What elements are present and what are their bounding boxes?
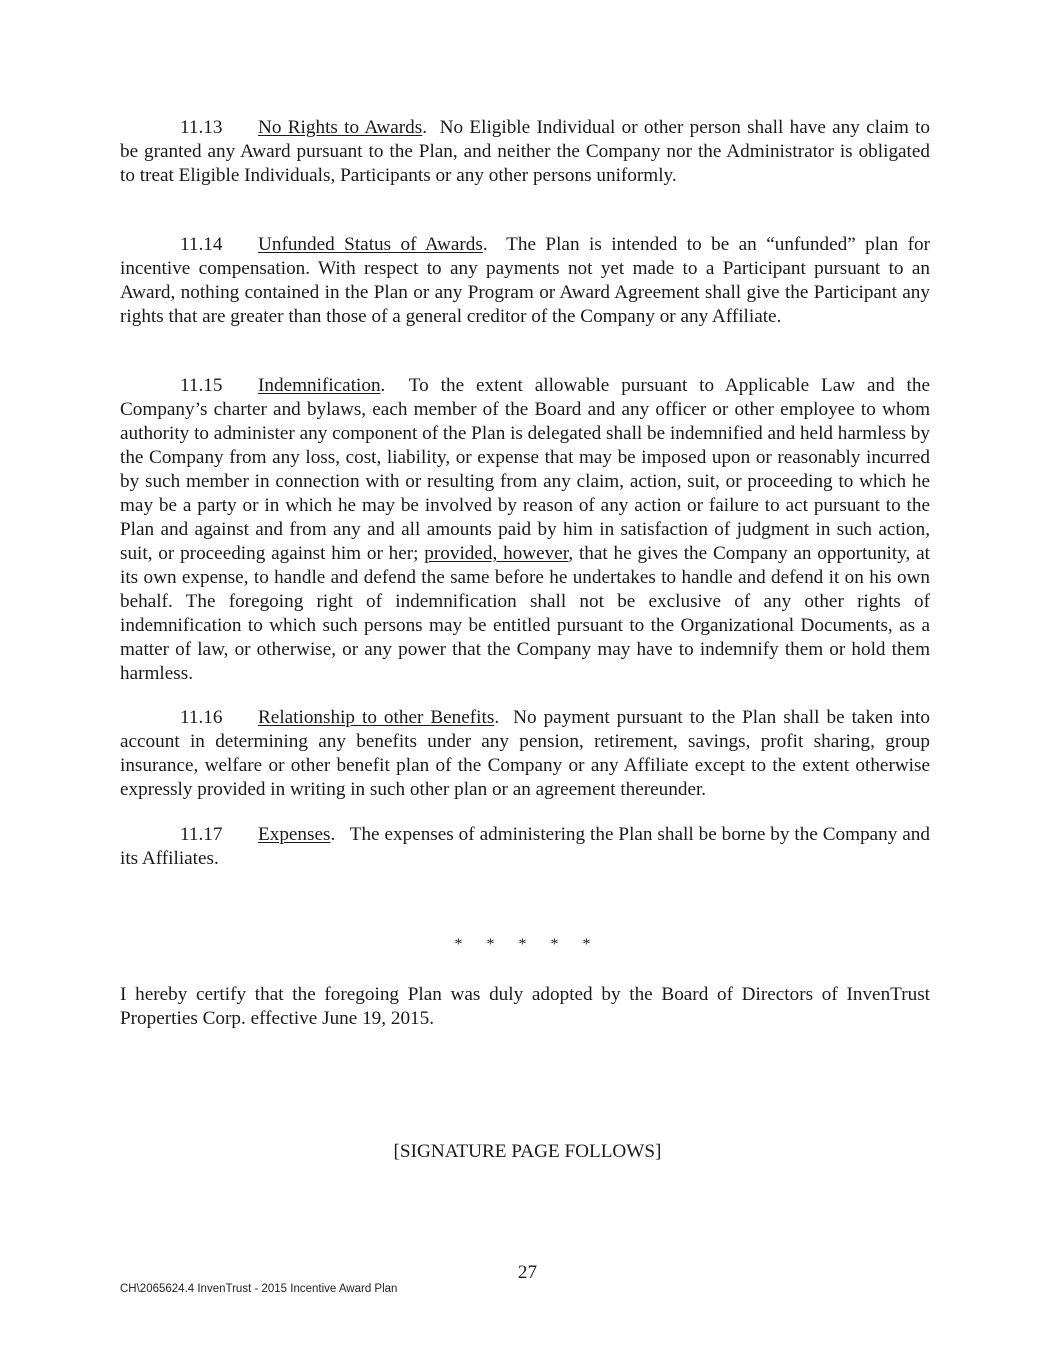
section-body: No payment pursuant to the Plan shall be taken into account in determining any benefits under any pension, retirement, savings, profit sharing, group insurance, welfare or other benefit plan of the Company or any Affiliate except to the extent otherwise expressly provided in writing in such other plan or an agreement thereunder.: [120, 707, 931, 800]
section-heading: No Rights to Awards: [258, 117, 423, 138]
section-11-15: 11.15 Indemnification. To the extent allowable pursuant to Applicable Law and the Company’s charter and bylaws, each member of the Board and any officer or other employee to whom authority to administer any component of the Plan is delegated shall be indemnified and held harmless by the Company from any loss, cost, liability, or expense that may be imposed upon or reasonably incurred by such member in connection with or resulting from any claim, action, suit, or proceeding to which he may be a party or in which he may be involved by reason of any action or failure to act pursuant to the Plan and against and from any and all amounts paid by him in satisfaction of judgment in such action, suit, or proceeding against him or her; provided, however, that he gives the Company an opportunity, at its own expense, to handle and defend the same before he undertakes to handle and defend it on his own behalf. The foregoing right of indemnification shall not be exclusive of any other rights of indemnification to which such persons may be entitled pursuant to the Organizational Documents, as a matter of law, or otherwise, or any power that the Company may have to indemnify them or hold them harmless.: [120, 375, 931, 684]
section-heading: Relationship to other Benefits: [258, 707, 495, 728]
footer-document-id: CH\2065624.4 InvenTrust - 2015 Incentive Award Plan: [120, 1283, 398, 1295]
section-heading: Expenses: [258, 824, 331, 845]
section-body: The Plan is intended to be an “unfunded” plan for incentive compensation. With respect to any payments not yet made to a Participant pursuant to an Award, nothing contained in the Plan or any Program or Award Agreement shall give the Participant any rights that are greater than those of a general creditor of the Company or any Affiliate.: [120, 234, 930, 327]
section-11-17: 11.17 Expenses. The expenses of administering the Plan shall be borne by the Company and its Affiliates.: [120, 824, 930, 869]
section-body-after: , that he gives the Company an opportunity, at its own expense, to handle and defend the same before he undertakes to handle and defend it on his own behalf. The foregoing right of indemnification shall not be exclusive of any other rights of indemnification to which such persons may be entitled pursuant to the Organizational Documents, as a matter of law, or otherwise, or any power that the Company may have to indemnify them or hold them harmless.: [120, 543, 930, 684]
section-body: The expenses of administering the Plan shall be borne by the Company and its Affiliates.: [120, 824, 930, 869]
signature-notice: [SIGNATURE PAGE FOLLOWS]: [393, 1141, 662, 1162]
section-body-underlined: provided, however: [424, 543, 569, 564]
section-number: 11.14: [180, 234, 223, 255]
section-number: 11.15: [180, 375, 223, 396]
page-number: 27: [517, 1262, 538, 1283]
certification-statement: I hereby certify that the foregoing Plan was duly adopted by the Board of Directors of InvenTrust Properties Corp. effective June 19, 2015.: [120, 984, 930, 1029]
section-number: 11.16: [180, 707, 223, 728]
section-body: No Eligible Individual or other person shall have any claim to be granted any Award pursuant to the Plan, and neither the Company nor the Administrator is obligated to treat Eligible Individuals, Participants or any other persons uniformly.: [120, 117, 930, 186]
section-heading: Unfunded Status of Awards: [258, 234, 483, 255]
section-number: 11.17: [180, 824, 223, 845]
section-heading: Indemnification: [258, 375, 381, 396]
section-11-16: 11.16 Relationship to other Benefits. No payment pursuant to the Plan shall be taken into account in determining any benefits under any pension, retirement, savings, profit sharing, group insurance, welfare or other benefit plan of the Company or any Affiliate except to the extent otherwise expressly provided in writing in such other plan or an agreement thereunder.: [120, 707, 931, 800]
section-separator: * * * * *: [454, 936, 601, 953]
section-body-before: To the extent allowable pursuant to Applicable Law and the Company’s charter and bylaws, each member of the Board and any officer or other employee to whom authority to administer any component of the Plan is delegated shall be indemnified and held harmless by the Company from any loss, cost, liability, or expense that may be imposed upon or reasonably incurred by such member in connection with or resulting from any claim, action, suit, or proceeding to which he may be a party or in which he may be involved by reason of any action or failure to act pursuant to the Plan and against and from any and all amounts paid by him in satisfaction of judgment in such action, suit, or proceeding against him or her;: [120, 375, 931, 564]
section-number: 11.13: [180, 117, 223, 138]
section-11-13: 11.13 No Rights to Awards. No Eligible Individual or other person shall have any claim to be granted any Award pursuant to the Plan, and neither the Company nor the Administrator is obligated to treat Eligible Individuals, Participants or any other persons uniformly.: [120, 117, 930, 186]
section-11-14: 11.14 Unfunded Status of Awards. The Plan is intended to be an “unfunded” plan for incentive compensation. With respect to any payments not yet made to a Participant pursuant to an Award, nothing contained in the Plan or any Program or Award Agreement shall give the Participant any rights that are greater than those of a general creditor of the Company or any Affiliate.: [120, 234, 930, 327]
